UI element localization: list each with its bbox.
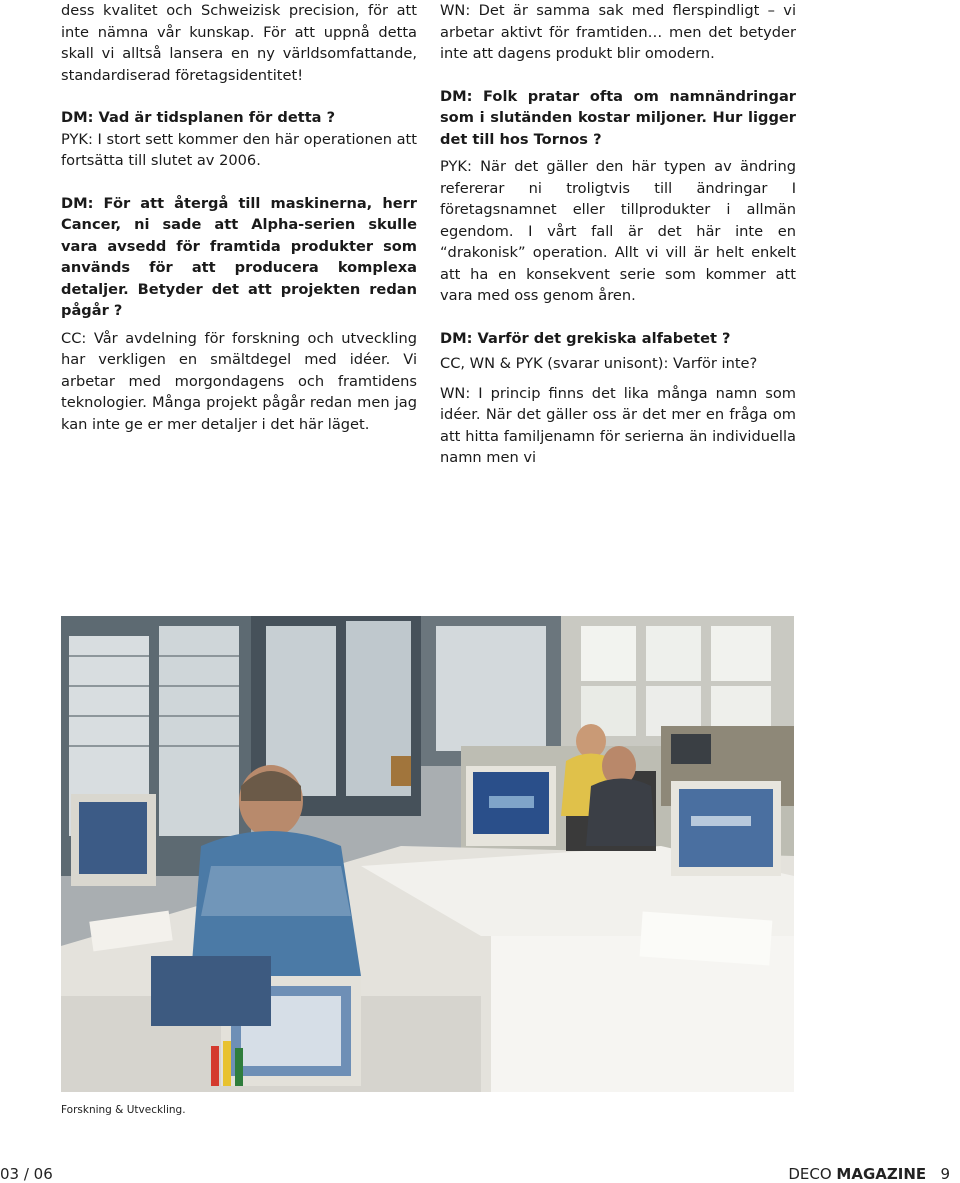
article-right-column (440, 0, 796, 469)
answer-unison: CC, WN & PYK (svarar unisont): Varför inte? (440, 355, 758, 372)
question-name-change: DM: Folk pratar ofta om namnändringar som i slutänden kostar miljoner. Hur ligger det till hos Tornos ? (440, 87, 796, 148)
footer-brand (788, 1165, 950, 1183)
office-photo-illustration (61, 616, 794, 1092)
answer-timeline: PYK: I stort sett kommer den här operationen att fortsätta till slutet av 2006. (61, 130, 417, 169)
photo-caption: Forskning & Utveckling. (61, 1104, 186, 1116)
question-timeline: DM: Vad är tidsplanen för detta ? (61, 109, 336, 126)
answer-name-change: PYK: När det gäller den här typen av ändring refererar ni troligtvis till ändringar I företagsnamnet eller tillprodukter i allmän egendom. I vårt fall är det här inte en “drakonisk” operation. Allt vi vill är helt enkelt att ha en konsekvent serie som kommer att vara med oss genom åren. (440, 158, 796, 304)
footer-brand-prefix: DECO (788, 1165, 832, 1183)
paragraph-intro-left: dess kvalitet och Schweizisk precision, för att inte nämna vår kunskap. För att uppnå detta skall vi alltså lansera en ny världsomfattande, standardiserad företagsidentitet! (61, 2, 417, 84)
paragraph-intro-right: WN: Det är samma sak med flerspindligt – vi arbetar aktivt för framtiden… men det betyder inte att dagens produkt blir omodern. (440, 2, 796, 62)
footer-page-number: 9 (940, 1165, 950, 1183)
article-left-column (61, 0, 417, 435)
footer-page-range: 03 / 06 (0, 1165, 53, 1183)
answer-names: WN: I princip finns det lika många namn som idéer. När det gäller oss är det mer en fråga om att hitta familjenamn för serierna än individuella namn men vi (440, 384, 796, 466)
office-photo (61, 616, 794, 1092)
question-greek-alphabet: DM: Varför det grekiska alfabetet ? (440, 329, 731, 347)
question-alpha-series: DM: För att återgå till maskinerna, herr Cancer, ni sade att Alpha-serien skulle vara avsedd för framtida produkter som används för att producera komplexa detaljer. Betyder det att projekten redan pågår ? (61, 194, 417, 319)
answer-research: CC: Vår avdelning för forskning och utveckling har verkligen en smältdegel med idéer. Vi arbetar med morgondagens och framtidens teknologier. Många projekt pågår redan men jag kan inte ge er mer detaljer i det här läget. (61, 329, 417, 433)
footer-brand-name: MAGAZINE (836, 1165, 927, 1183)
